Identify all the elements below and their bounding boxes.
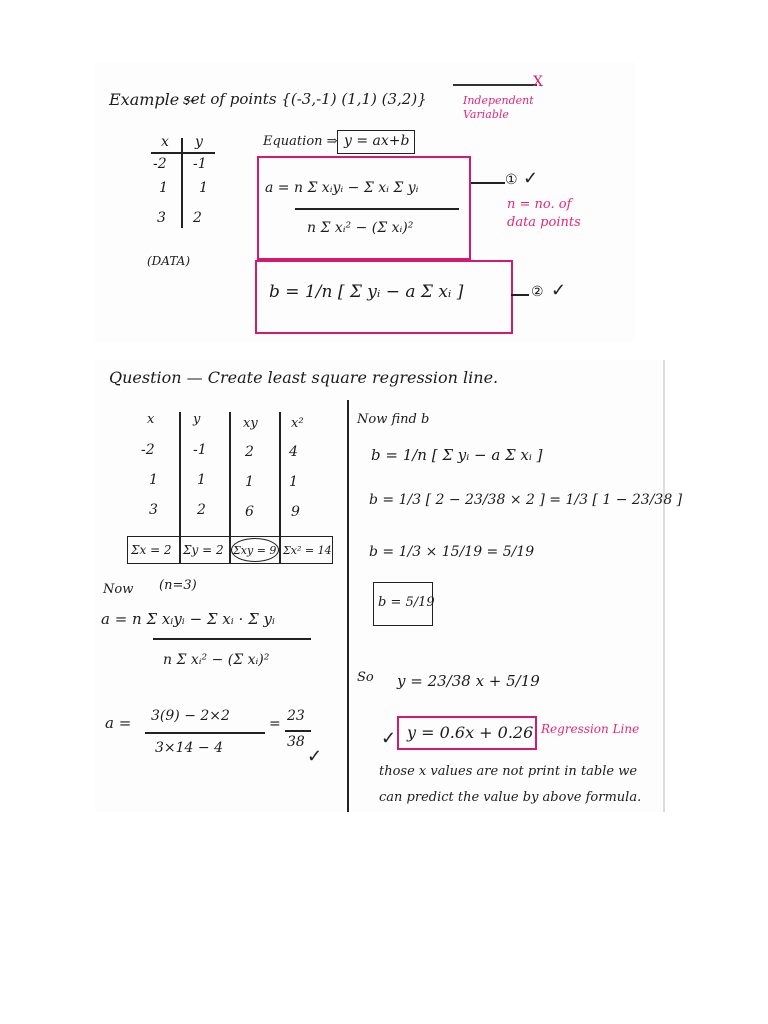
now-label: Now <box>103 582 134 597</box>
x-axis-line <box>453 84 537 86</box>
check-icon: ✓ <box>523 168 539 189</box>
b-step-1: b = 1/3 [ 2 − 23/38 × 2 ] = 1/3 [ 1 − 23/38 ] <box>369 492 683 508</box>
col-header-x: x <box>147 412 155 427</box>
marker-2: ② <box>531 284 544 300</box>
b-result-box <box>373 582 433 626</box>
sum-x: Σx = 2 <box>131 543 172 557</box>
col-header-x: x <box>161 134 169 150</box>
n-value: (n=3) <box>159 578 197 593</box>
b-formula: b = 1/n [ Σ yᵢ − a Σ xᵢ ] <box>371 446 543 464</box>
table-header-rule <box>151 152 215 154</box>
table-cell: 6 <box>245 504 254 520</box>
formula-a-box <box>257 156 471 260</box>
data-label: (DATA) <box>147 254 191 268</box>
table-cell: 1 <box>149 472 158 488</box>
col-header-y: y <box>193 412 201 427</box>
table-cell: 1 <box>199 180 208 196</box>
formula-b: b = 1/n [ Σ yᵢ − a Σ xᵢ ] <box>269 282 464 302</box>
column-divider <box>229 412 231 536</box>
equation-label: Equation ⇒ <box>263 134 338 149</box>
a-calc-numerator: 3(9) − 2×2 <box>151 708 230 724</box>
table-cell: 1 <box>197 472 206 488</box>
table-cell: 1 <box>159 180 168 196</box>
question-panel <box>95 360 683 812</box>
table-cell: 1 <box>289 474 298 490</box>
table-cell: -1 <box>193 156 207 172</box>
equation-box <box>337 130 415 154</box>
example-panel <box>95 62 635 342</box>
a-result-denominator: 38 <box>287 734 305 750</box>
table-cell: -1 <box>193 442 207 458</box>
fraction-bar <box>153 638 311 640</box>
table-cell: 2 <box>245 444 254 460</box>
page-divider <box>347 400 349 812</box>
points-text: set of points {(-3,-1) (1,1) (3,2)} <box>183 90 427 108</box>
table-cell: -2 <box>153 156 167 172</box>
formula-a-numerator: a = n Σ xᵢyᵢ − Σ xᵢ Σ yᵢ <box>265 180 419 196</box>
example-heading: Example :- <box>109 90 196 109</box>
sum-xy: Σxy = 9 <box>233 544 277 557</box>
formula-a-denominator: n Σ xᵢ² − (Σ xᵢ)² <box>307 220 414 236</box>
col-header-y: y <box>195 134 203 150</box>
equals-sign: = <box>269 716 281 732</box>
regression-label: Regression Line <box>541 722 640 736</box>
a-formula-numerator: a = n Σ xᵢyᵢ − Σ xᵢ · Σ yᵢ <box>101 610 275 628</box>
table-cell: 2 <box>197 502 206 518</box>
y-final: y = 0.6x + 0.26 <box>407 723 534 742</box>
so-label: So <box>357 670 374 685</box>
col-header-xy: xy <box>243 416 258 431</box>
table-cell: 4 <box>289 444 298 460</box>
check-icon: ✓ <box>307 746 323 767</box>
table-cell: 9 <box>291 504 300 520</box>
pointer-line <box>511 294 529 296</box>
note-line-2: can predict the value by above formula. <box>379 790 642 805</box>
a-symbol: a = <box>105 714 132 732</box>
a-calc-denominator: 3×14 − 4 <box>155 740 223 756</box>
check-icon: ✓ <box>551 280 567 301</box>
axis-label: Independent Variable <box>463 94 534 121</box>
formula-b-box <box>255 260 513 334</box>
y-exact: y = 23/38 x + 5/19 <box>397 672 540 690</box>
table-cell: 2 <box>193 210 202 226</box>
a-formula-denominator: n Σ xᵢ² − (Σ xᵢ)² <box>163 652 270 668</box>
col-header-x2: x² <box>291 416 304 431</box>
column-divider <box>179 412 181 536</box>
find-b-label: Now find b <box>357 412 430 427</box>
sum-x2: Σx² = 14 <box>283 544 332 557</box>
column-divider <box>279 536 281 564</box>
table-divider <box>181 138 183 228</box>
b-step-2: b = 1/3 × 15/19 = 5/19 <box>369 544 535 560</box>
axis-end-label: X <box>533 74 543 90</box>
table-cell: 1 <box>245 474 254 490</box>
fraction-bar <box>145 732 265 734</box>
note-line-1: those x values are not print in table we <box>379 764 638 779</box>
sum-y: Σy = 2 <box>183 543 224 557</box>
b-result: b = 5/19 <box>378 595 435 610</box>
column-divider <box>279 412 281 536</box>
a-result-numerator: 23 <box>287 708 305 724</box>
table-cell: 3 <box>157 210 166 226</box>
fraction-bar <box>295 208 459 210</box>
table-cell: -2 <box>141 442 155 458</box>
table-cell: 3 <box>149 502 158 518</box>
final-equation-box <box>397 716 537 750</box>
question-text: Question — Create least square regression line. <box>109 368 499 387</box>
pointer-line <box>471 182 505 184</box>
equation: y = ax+b <box>344 133 410 149</box>
column-divider <box>179 536 181 564</box>
fraction-bar <box>285 730 311 732</box>
marker-1: ① <box>505 172 518 188</box>
n-note: n = no. of data points <box>507 197 581 230</box>
check-icon: ✓ <box>381 728 397 749</box>
